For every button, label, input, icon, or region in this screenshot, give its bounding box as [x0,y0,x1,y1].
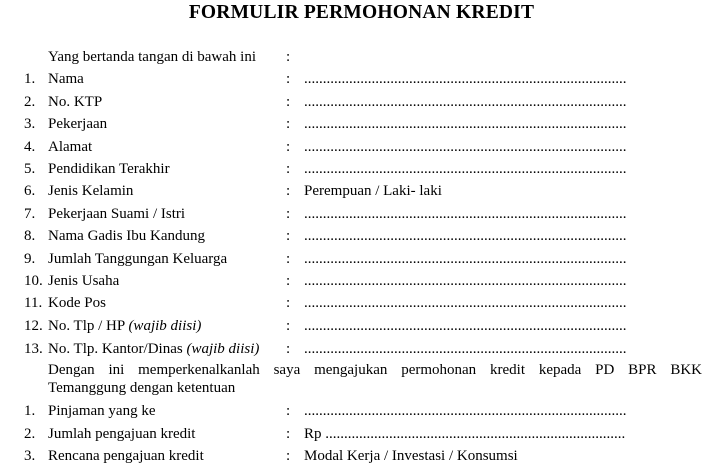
field-colon: : [286,273,291,289]
field-blank: ...................................................................................... [304,71,627,87]
field-row-pendidikan [0,158,723,180]
required-note: (wajib diisi) [128,318,202,334]
field-blank: ...................................................................................... [304,251,627,267]
field-colon: : [286,228,291,244]
field-number: 5. [24,161,36,177]
required-note: (wajib diisi) [186,341,260,357]
field-colon: : [286,94,291,110]
field-label: Kode Pos [48,295,106,311]
field-number: 13. [24,341,43,357]
field-blank: ...................................................................................... [304,318,627,334]
field-blank: ...................................................................................... [304,228,627,244]
field-colon: : [286,318,291,334]
intro-label: Yang bertanda tangan di bawah ini [48,49,257,65]
field-colon: : [286,116,291,132]
field-label-text: No. Tlp / HP [48,318,125,334]
field-colon: : [286,71,291,87]
field-label: Jumlah Tanggungan Keluarga [48,251,228,267]
field-number: 8. [24,228,36,244]
statement-line-1: Dengan ini memperkenalkanlah saya mengajukan permohonan kredit kepada PD BPR BKK [48,362,702,378]
field-number: 3. [24,448,36,464]
field-number: 1. [24,403,36,419]
field-blank: ...................................................................................... [304,403,627,419]
field-blank: ...................................................................................... [304,161,627,177]
field-row-tanggungan [0,248,723,270]
field-number: 2. [24,94,36,110]
field-number: 11. [24,295,43,311]
field-number: 6. [24,183,36,199]
statement-paragraph [48,361,702,397]
field-colon: : [286,341,291,357]
field-row-nama [0,68,723,90]
field-colon: : [286,295,291,311]
field-label: Nama Gadis Ibu Kandung [48,228,206,244]
field-row-nama-ibu [0,225,723,247]
field-colon: : [286,403,291,419]
field-row-jenis-kelamin [0,180,723,202]
field-row-alamat [0,136,723,158]
field-number: 9. [24,251,36,267]
field-row-kode-pos [0,292,723,314]
field-blank: ...................................................................................... [304,116,627,132]
field-row-pekerjaan-pasangan [0,203,723,225]
field-colon: : [286,183,291,199]
field-number: 7. [24,206,36,222]
field-label: Pekerjaan Suami / Istri [48,206,186,222]
field-label: Alamat [48,139,93,155]
loan-row-pinjaman-ke [0,400,723,422]
field-blank: ...................................................................................... [304,273,627,289]
field-label-text: No. Tlp. Kantor/Dinas [48,341,183,357]
field-label: Pekerjaan [48,116,108,132]
field-label: No. KTP [48,94,103,110]
field-number: 2. [24,426,36,442]
loan-row-rencana [0,445,723,467]
field-row-jenis-usaha [0,270,723,292]
field-row-no-kantor [0,338,723,360]
statement-line-2: Temanggung dengan ketentuan [48,380,236,396]
field-blank: ...................................................................................... [304,94,627,110]
field-blank: ...................................................................................... [304,206,627,222]
field-label: Nama [48,71,84,87]
field-blank: ...................................................................................... [304,341,627,357]
field-label: Jenis Usaha [48,273,120,289]
field-colon: : [286,206,291,222]
field-colon: : [286,139,291,155]
field-row-no-ktp [0,91,723,113]
loan-row-jumlah [0,423,723,445]
field-row-no-hp [0,315,723,337]
intro-colon: : [286,49,291,65]
field-label: Jenis Kelamin [48,183,134,199]
field-number: 10. [24,273,43,289]
field-label [48,315,201,337]
field-label [48,338,259,360]
gender-options: Perempuan / Laki- laki [304,183,442,199]
field-colon: : [286,161,291,177]
field-blank: ...................................................................................... [304,295,627,311]
field-colon: : [286,448,291,464]
intro-row [0,46,723,68]
field-label: Rencana pengajuan kredit [48,448,204,464]
field-label: Pinjaman yang ke [48,403,156,419]
field-blank: ...................................................................................... [304,139,627,155]
field-number: 12. [24,318,43,334]
field-colon: : [286,426,291,442]
field-number: 3. [24,116,36,132]
field-label: Jumlah pengajuan kredit [48,426,196,442]
purpose-options: Modal Kerja / Investasi / Konsumsi [304,448,518,464]
amount-blank: Rp ................................................................................ [304,426,626,442]
field-number: 1. [24,71,36,87]
field-row-pekerjaan [0,113,723,135]
field-colon: : [286,251,291,267]
form-title: FORMULIR PERMOHONAN KREDIT [188,2,535,23]
field-number: 4. [24,139,36,155]
field-label: Pendidikan Terakhir [48,161,170,177]
